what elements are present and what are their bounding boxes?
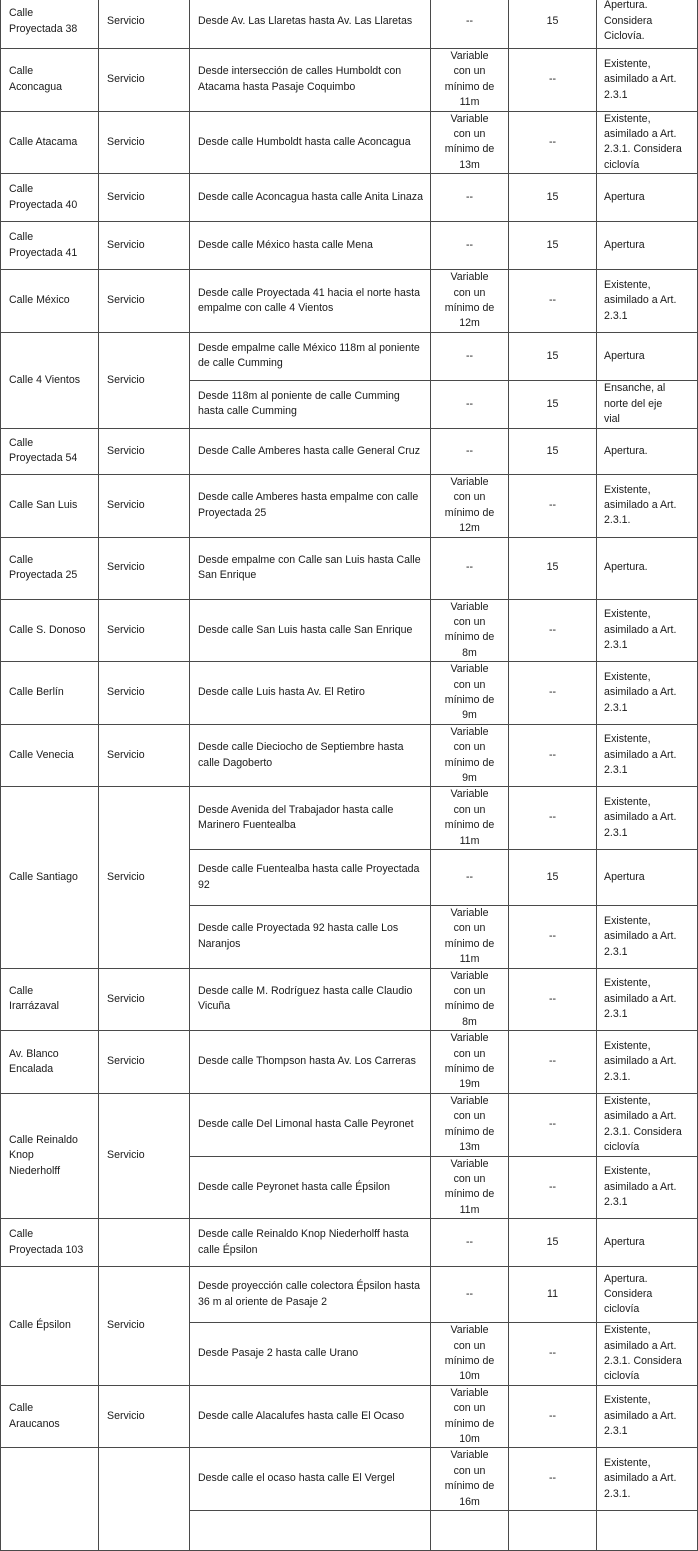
notes-cell (597, 1511, 698, 1551)
road-type-cell: Servicio (99, 662, 190, 725)
street-name-cell: Av. Blanco Encalada (1, 1031, 99, 1094)
notes-cell: Existente, asimilado a Art. 2.3.1. (597, 1031, 698, 1094)
notes-cell: Apertura (597, 222, 698, 270)
table-row (1, 1031, 698, 1094)
notes-cell: Apertura. Considera Ciclovía. (597, 0, 698, 49)
road-type-cell: Servicio (99, 1031, 190, 1094)
width-cell: -- (431, 1219, 509, 1267)
table-row (1, 1385, 698, 1448)
lanes-cell: -- (509, 906, 597, 969)
segment-cell: Desde calle San Luis hasta calle San Enrique (190, 599, 431, 662)
lanes-cell: 15 (509, 537, 597, 599)
road-type-cell: Servicio (99, 222, 190, 270)
table-row (1, 0, 698, 49)
street-name-cell: Calle México (1, 270, 99, 333)
notes-cell: Existente, asimilado a Art. 2.3.1. Considera ciclovía (597, 1093, 698, 1156)
width-cell: -- (431, 380, 509, 428)
width-cell: Variable con un mínimo de 12m (431, 474, 509, 537)
segment-cell: Desde calle Alacalufes hasta calle El Ocaso (190, 1385, 431, 1448)
notes-cell: Existente, asimilado a Art. 2.3.1. (597, 1448, 698, 1511)
notes-cell: Existente, asimilado a Art. 2.3.1 (597, 662, 698, 725)
street-name-cell: Calle Proyectada 41 (1, 222, 99, 270)
segment-cell: Desde 118m al poniente de calle Cumming hasta calle Cumming (190, 380, 431, 428)
segment-cell: Desde calle Proyectada 41 hacia el norte hasta empalme con calle 4 Vientos (190, 270, 431, 333)
street-name-cell: Calle Épsilon (1, 1267, 99, 1386)
width-cell: Variable con un mínimo de 12m (431, 270, 509, 333)
lanes-cell: -- (509, 1156, 597, 1219)
road-type-cell: Servicio (99, 537, 190, 599)
notes-cell: Existente, asimilado a Art. 2.3.1 (597, 1385, 698, 1448)
street-name-cell: Calle San Luis (1, 474, 99, 537)
lanes-cell: 15 (509, 222, 597, 270)
table-row (1, 1267, 698, 1323)
width-cell: Variable con un mínimo de 9m (431, 724, 509, 787)
width-cell: Variable con un mínimo de 11m (431, 787, 509, 850)
table-row (1, 1219, 698, 1267)
lanes-cell: 15 (509, 0, 597, 49)
width-cell: Variable con un mínimo de 11m (431, 1156, 509, 1219)
lanes-cell: -- (509, 474, 597, 537)
road-type-cell: Servicio (99, 474, 190, 537)
street-name-cell: Calle Proyectada 103 (1, 1219, 99, 1267)
street-name-cell: Calle Proyectada 38 (1, 0, 99, 49)
road-type-cell (99, 1219, 190, 1267)
segment-cell: Desde calle Proyectada 92 hasta calle Los Naranjos (190, 906, 431, 969)
width-cell: -- (431, 850, 509, 906)
width-cell: -- (431, 222, 509, 270)
width-cell: -- (431, 0, 509, 49)
notes-cell: Existente, asimilado a Art. 2.3.1. (597, 474, 698, 537)
width-cell: Variable con un mínimo de 16m (431, 1448, 509, 1511)
notes-cell: Existente, asimilado a Art. 2.3.1 (597, 270, 698, 333)
lanes-cell: -- (509, 662, 597, 725)
notes-cell: Existente, asimilado a Art. 2.3.1 (597, 724, 698, 787)
notes-cell: Existente, asimilado a Art. 2.3.1 (597, 599, 698, 662)
width-cell: -- (431, 428, 509, 474)
table-row (1, 724, 698, 787)
segment-cell: Desde proyección calle colectora Épsilon hasta 36 m al oriente de Pasaje 2 (190, 1267, 431, 1323)
lanes-cell: -- (509, 1385, 597, 1448)
segment-cell: Desde empalme calle México 118m al poniente de calle Cumming (190, 332, 431, 380)
width-cell: Variable con un mínimo de 10m (431, 1323, 509, 1386)
table-row (1, 787, 698, 850)
lanes-cell: -- (509, 787, 597, 850)
lanes-cell: -- (509, 1093, 597, 1156)
width-cell: -- (431, 332, 509, 380)
lanes-cell: 15 (509, 850, 597, 906)
road-type-cell: Servicio (99, 1093, 190, 1218)
segment-cell: Desde calle Luis hasta Av. El Retiro (190, 662, 431, 725)
table-row (1, 49, 698, 112)
segment-cell: Desde calle Reinaldo Knop Niederholff hasta calle Épsilon (190, 1219, 431, 1267)
notes-cell: Apertura (597, 174, 698, 222)
street-name-cell: Calle Santiago (1, 787, 99, 968)
table-row (1, 968, 698, 1031)
street-name-cell: Calle Irarrázaval (1, 968, 99, 1031)
segment-cell: Desde Pasaje 2 hasta calle Urano (190, 1323, 431, 1386)
table-row (1, 111, 698, 174)
table-row (1, 174, 698, 222)
segment-cell: Desde calle Peyronet hasta calle Épsilon (190, 1156, 431, 1219)
lanes-cell: 15 (509, 174, 597, 222)
width-cell: -- (431, 174, 509, 222)
segment-cell: Desde empalme con Calle san Luis hasta Calle San Enrique (190, 537, 431, 599)
road-type-cell: Servicio (99, 428, 190, 474)
road-type-cell: Servicio (99, 1385, 190, 1448)
segment-cell: Desde calle Fuentealba hasta calle Proyectada 92 (190, 850, 431, 906)
segment-cell: Desde calle México hasta calle Mena (190, 222, 431, 270)
street-name-cell (1, 1448, 99, 1551)
road-type-cell: Servicio (99, 174, 190, 222)
width-cell: -- (431, 1267, 509, 1323)
road-type-cell (99, 1448, 190, 1551)
table-row (1, 1448, 698, 1511)
notes-cell: Apertura (597, 332, 698, 380)
notes-cell: Ensanche, al norte del eje vial (597, 380, 698, 428)
table-row (1, 270, 698, 333)
lanes-cell: -- (509, 599, 597, 662)
segment-cell: Desde intersección de calles Humboldt con Atacama hasta Pasaje Coquimbo (190, 49, 431, 112)
lanes-cell: 11 (509, 1267, 597, 1323)
width-cell: Variable con un mínimo de 9m (431, 662, 509, 725)
segment-cell: Desde Av. Las Llaretas hasta Av. Las Llaretas (190, 0, 431, 49)
lanes-cell: -- (509, 1323, 597, 1386)
notes-cell: Apertura. (597, 428, 698, 474)
street-name-cell: Calle Berlín (1, 662, 99, 725)
street-name-cell: Calle 4 Vientos (1, 332, 99, 428)
segment-cell: Desde Avenida del Trabajador hasta calle Marinero Fuentealba (190, 787, 431, 850)
width-cell: Variable con un mínimo de 10m (431, 1385, 509, 1448)
road-type-cell: Servicio (99, 599, 190, 662)
notes-cell: Apertura. (597, 537, 698, 599)
lanes-cell (509, 1511, 597, 1551)
segment-cell: Desde calle Del Limonal hasta Calle Peyronet (190, 1093, 431, 1156)
segment-cell (190, 1511, 431, 1551)
lanes-cell: 15 (509, 428, 597, 474)
street-name-cell: Calle Proyectada 40 (1, 174, 99, 222)
street-name-cell: Calle Venecia (1, 724, 99, 787)
street-name-cell: Calle Proyectada 54 (1, 428, 99, 474)
lanes-cell: 15 (509, 332, 597, 380)
width-cell: Variable con un mínimo de 11m (431, 49, 509, 112)
width-cell: -- (431, 537, 509, 599)
lanes-cell: -- (509, 49, 597, 112)
segment-cell: Desde calle Humboldt hasta calle Aconcagua (190, 111, 431, 174)
lanes-cell: -- (509, 270, 597, 333)
table-row (1, 332, 698, 380)
table-row (1, 1093, 698, 1156)
notes-cell: Existente, asimilado a Art. 2.3.1 (597, 787, 698, 850)
notes-cell: Existente, asimilado a Art. 2.3.1. Considera ciclovía (597, 1323, 698, 1386)
width-cell: Variable con un mínimo de 13m (431, 111, 509, 174)
notes-cell: Existente, asimilado a Art. 2.3.1 (597, 49, 698, 112)
road-type-cell: Servicio (99, 0, 190, 49)
lanes-cell: -- (509, 968, 597, 1031)
notes-cell: Existente, asimilado a Art. 2.3.1 (597, 906, 698, 969)
road-type-cell: Servicio (99, 724, 190, 787)
width-cell: Variable con un mínimo de 8m (431, 968, 509, 1031)
notes-cell: Apertura (597, 850, 698, 906)
segment-cell: Desde calle Dieciocho de Septiembre hasta calle Dagoberto (190, 724, 431, 787)
lanes-cell: 15 (509, 380, 597, 428)
notes-cell: Existente, asimilado a Art. 2.3.1. Considera ciclovía (597, 111, 698, 174)
street-name-cell: Calle Aconcagua (1, 49, 99, 112)
lanes-cell: -- (509, 1448, 597, 1511)
street-name-cell: Calle Proyectada 25 (1, 537, 99, 599)
table-row (1, 599, 698, 662)
width-cell: Variable con un mínimo de 13m (431, 1093, 509, 1156)
road-type-cell: Servicio (99, 1267, 190, 1386)
lanes-cell: -- (509, 111, 597, 174)
road-type-cell: Servicio (99, 332, 190, 428)
width-cell: Variable con un mínimo de 11m (431, 906, 509, 969)
notes-cell: Existente, asimilado a Art. 2.3.1 (597, 1156, 698, 1219)
width-cell: Variable con un mínimo de 19m (431, 1031, 509, 1094)
width-cell: Variable con un mínimo de 8m (431, 599, 509, 662)
road-type-cell: Servicio (99, 787, 190, 968)
table-row (1, 474, 698, 537)
lanes-cell: 15 (509, 1219, 597, 1267)
notes-cell: Apertura (597, 1219, 698, 1267)
street-name-cell: Calle Reinaldo Knop Niederholff (1, 1093, 99, 1218)
table-row (1, 537, 698, 599)
segment-cell: Desde calle Amberes hasta empalme con calle Proyectada 25 (190, 474, 431, 537)
street-name-cell: Calle S. Donoso (1, 599, 99, 662)
width-cell (431, 1511, 509, 1551)
road-type-cell: Servicio (99, 111, 190, 174)
segment-cell: Desde calle M. Rodríguez hasta calle Claudio Vicuña (190, 968, 431, 1031)
lanes-cell: -- (509, 724, 597, 787)
lanes-cell: -- (509, 1031, 597, 1094)
street-name-cell: Calle Atacama (1, 111, 99, 174)
road-table-body (1, 0, 698, 1551)
segment-cell: Desde calle Aconcagua hasta calle Anita Linaza (190, 174, 431, 222)
table-row (1, 662, 698, 725)
segment-cell: Desde calle el ocaso hasta calle El Vergel (190, 1448, 431, 1511)
table-row (1, 428, 698, 474)
street-name-cell: Calle Araucanos (1, 1385, 99, 1448)
notes-cell: Existente, asimilado a Art. 2.3.1 (597, 968, 698, 1031)
segment-cell: Desde calle Thompson hasta Av. Los Carreras (190, 1031, 431, 1094)
segment-cell: Desde Calle Amberes hasta calle General Cruz (190, 428, 431, 474)
notes-cell: Apertura. Considera ciclovía (597, 1267, 698, 1323)
road-type-cell: Servicio (99, 968, 190, 1031)
road-type-cell: Servicio (99, 270, 190, 333)
road-type-cell: Servicio (99, 49, 190, 112)
table-row (1, 222, 698, 270)
